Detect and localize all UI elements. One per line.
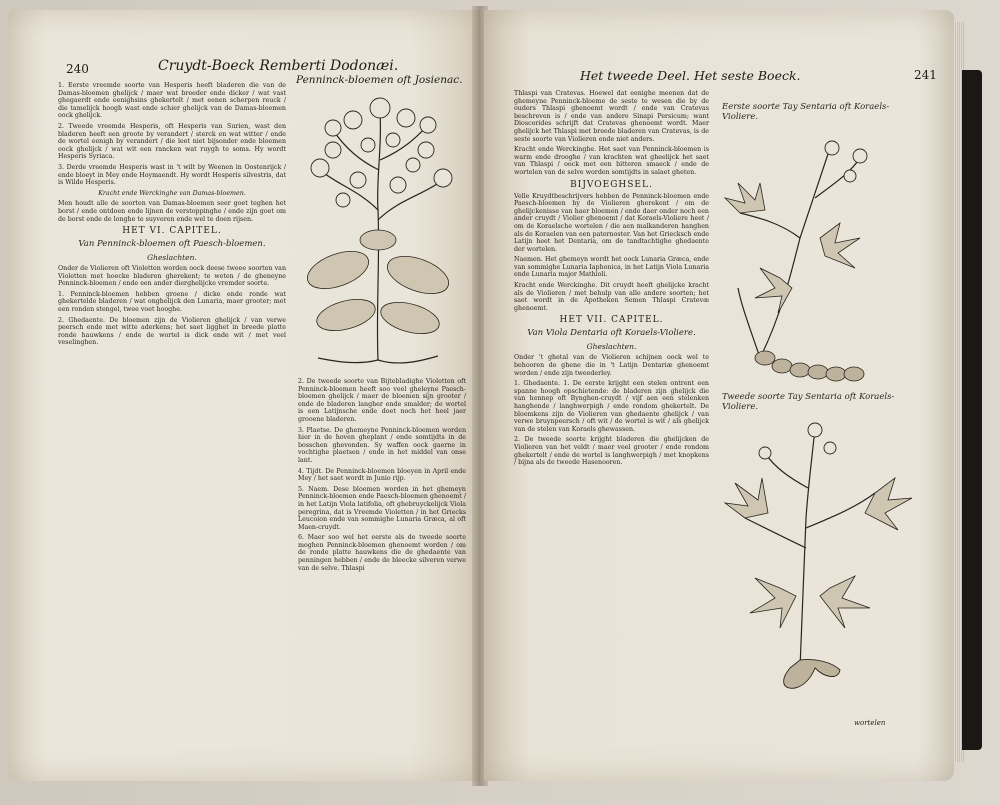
paragraph: Thlaspi van Cratevas. Hoewel dat eenighe meenen dat de ghemeyne Penninck-bloeme de seste te wesen die by de ouders Thlaspi ghenoemt wordt / ende van Cratevas beschreven is / ende van andere Sinapi Persicum; want Dioscorides schrijft dat Cratevas ghenoemt wordt. Maer ghelijck het Thlaspi met breede bladeren van Cratevas, is de seste soorte van Violieren ende niet anders. xyxy=(514,90,709,143)
plate-label-mid: Tweede soorte Tay Sentaria oft Koraels-Violiere. xyxy=(722,392,895,412)
paragraph: 6. Maer soo wel het eerste als de tweede soorte moghen Penninck-bloemen ghenoemt worden / om de ronde platte hauwkens die de ghedaente van penningen hebben / ende de bleecke silveren verwe van de selve. Thlaspi xyxy=(298,534,466,572)
botanical-woodcut-icon xyxy=(298,90,458,370)
right-page-number: 241 xyxy=(914,68,937,82)
paragraph: Onder de Violieren oft Violetten worden oock deese tweee soorten van Violetten met hoecke bladeren gherekent; te weten / de gheneyne Penninck-bloemen / ende een ander dierghelijcke vremder soorte. xyxy=(58,265,286,288)
book-spine xyxy=(962,70,982,750)
section-heading: Gheslachten. xyxy=(586,342,637,352)
paragraph: 2. De tweede soorte van Bijtebladighe Violetten oft Penninck-bloemen heeft soo veel gheleyne Paesch-bloemen ghelijck / maer de bloemen sijn grooter / ende de bladeren langher ende smalder; de wortel is een Latijnsche ende doet noch het heel jaer grooene bladeren. xyxy=(298,378,466,423)
paragraph: Men houdt alle de soorten van Damas-bloemen seer goet teghen het borst / ende ontdoen ende lijnen de verstoppinghe / ende zijn goet om de borst ende de longhe te suyveren ende wel te doen rijsen. xyxy=(58,200,286,223)
section-title: BIJVOEGHSEL. xyxy=(570,179,653,190)
left-running-head: Cruydt-Boeck Remberti Dodonæi. xyxy=(158,58,399,74)
paragraph: Velle Kruydtbeschrijvers hebben de Penninck-bloemen ende Paesch-bloemen by de Violieren gherekent / om de ghelijckenisse van haer bloemen / ende daer onder noch een ander cruydt / Violier ghenoemt / dat Koraels-Violiere heet / om de Koraelsche wortelen / die aen malkanderen hanghen als de Koraelen van een paternoster. Van het Griecksch ende Latijn heet het Dentaria, om de tandtachtighe ghedaente der wortelen. xyxy=(514,192,709,253)
chapter-subtitle: Van Penninck-bloemen oft Paesch-bloemen. xyxy=(78,239,266,250)
left-column-1 xyxy=(58,82,286,772)
paragraph: 3. Derde vreemde Hesperis wast in 't wilt by Weenen in Oostenrijck / ende bloeyt in Mey ende Hoymaendt. Hy wordt Hesperis silvestris, dat is Wilde Hesperis. xyxy=(58,163,286,187)
paragraph: 4. Tijdt. De Penninck-bloemen bloeyen in April ende Mey / het saet wordt in Junio rijp. xyxy=(298,467,466,483)
left-page-number: 240 xyxy=(66,62,89,76)
right-page xyxy=(484,10,954,781)
paragraph: 2. Tweede vreemde Hesperis, oft Hesperis van Surien, wast den bladeren heeft een groote by verandert / sterck en wat witter / ende de wortel eenigh by verandert / die leet niet bijsonder ende bloemen oock ghelijck / wat wit een rancken wat ruygh te soms. Hy wordt Hesperis Syriaca. xyxy=(58,122,286,161)
paragraph: 3. Plaetse. De ghemeyne Penninck-bloemen worden hier in de hoven gheplant / ende somtijdts in de bosschen ghevonden. Sy waffen oock gaerne in vochtighe plaetsen / ende in het middel van onse lant. xyxy=(298,426,466,464)
paragraph: 1. Eerste vreemde soorte van Hesperis heeft bladeren die van de Damas-bloemen ghelijck / maer wat breeder ende dicker / wat vast ghegaerdt ende eenighsins ghekertelt / met eenen scherpen reuck / die tamelijck hoogh wast ende schier ghelijck van de Damas-bloemen oock ghelijck. xyxy=(58,82,286,120)
chapter-subtitle: Van Viola Dentaria oft Koraels-Violiere. xyxy=(527,328,696,339)
chapter-title: HET VI. CAPITEL. xyxy=(122,226,222,237)
subheading: Kracht ende Werckinghe van Damas-bloemen. xyxy=(98,189,246,197)
paragraph: 1. Penninck-bloemen hebben groene / dicke ende ronde wat ghekertelde bladeren / wat onghelijck den Lunaria, maer grooter; met een ronden stengel, twee voet hooghe. xyxy=(58,290,286,314)
right-column xyxy=(514,90,709,708)
paragraph: Kracht ende Werckinghe. Dit cruydt heeft ghelijcke kracht als de Violieren / met behulp van alle andere soorten; het saet wordt in de Apotheken Semen Thlaspi Cratevæ ghenoemt. xyxy=(514,282,709,312)
left-column-2 xyxy=(298,378,466,672)
right-running-head: Het tweede Deel. Het seste Boeck. xyxy=(580,68,801,83)
section-heading: Gheslachten. xyxy=(147,253,197,263)
botanical-woodcut-icon xyxy=(720,418,920,698)
left-page xyxy=(8,10,480,781)
botanical-woodcut-icon xyxy=(720,128,920,388)
plate-caption: Penninck-bloemen oft Josienac. xyxy=(296,74,463,86)
chapter-title: HET VII. CAPITEL. xyxy=(559,315,664,326)
paragraph: 1. Ghedaente. 1. De eerste krijght een stelen ontrent een spanne hoogh opschietende: de bladeren zijn ghelijck die van hennep oft Bynghen-cruydt / vijf aen een stelenken hanghende / langhwerpigh / ende rondom ghekertelt. De bloemkens zijn de Violieren van ghedaente ghelijck / van verwe bruynpeersch / oft wit / de wortel is wit / als ghelijck van de stelen van Koraels ghewassen. xyxy=(514,380,709,433)
paragraph: Onder 't ghetal van de Violieren schijnen oock wel te behooren de ghene die in 't Latijn Dentariæ ghenoemt worden / ende zijn tweederley. xyxy=(514,354,709,377)
paragraph: Kracht ende Werckinghe. Het saet van Penninck-bloemen is warm ende drooghe / van krachten wat gheelijck het saet van Thlaspi / oock met een bitteren smaeck / ende de wortelen van de selve worden somtijdts in salaet gheten. xyxy=(514,146,709,176)
paragraph: Naemen. Het ghemeyn wordt het oock Lunaria Græca, ende van sommighe Lunaria Iaphonica, in het Latijn Viola Lunaria ende Lunaria major Mathioli. xyxy=(514,256,709,279)
paragraph: 2. De tweede soorte krijght bladeren die ghelijcken de Violieren van het veldt / maer veel grooter / ende rondom ghekertelt / ende de wortel is langhwerpigh / met knopkens / bijna als de tweede Hasenooren. xyxy=(514,436,709,467)
paragraph: 5. Naem. Dese bloemen worden in het ghemeyn Penninck-bloemen ende Paesch-bloemen ghenoemt / in het Latijn Viola latifolia, oft ghebruyckelijck Viola peregrina, dat is Vreemde Violetten / in het Griecks Leucoion ende van sommighe Lunaria Græca, al oft Maen-cruydt. xyxy=(298,485,466,531)
paragraph: 2. Ghedaente. De bloemen zijn de Violieren ghelijck / van verwe peersch ende met witte aderkens; het saet ligghet in breede platte ronde hauwkens / ende de wortel is dick ende wit / met veel veselinghen. xyxy=(58,316,286,347)
catchword: wortelen xyxy=(854,719,886,727)
plate-label-top: Eerste soorte Tay Sentaria oft Koraels-Violiere. xyxy=(722,102,890,122)
